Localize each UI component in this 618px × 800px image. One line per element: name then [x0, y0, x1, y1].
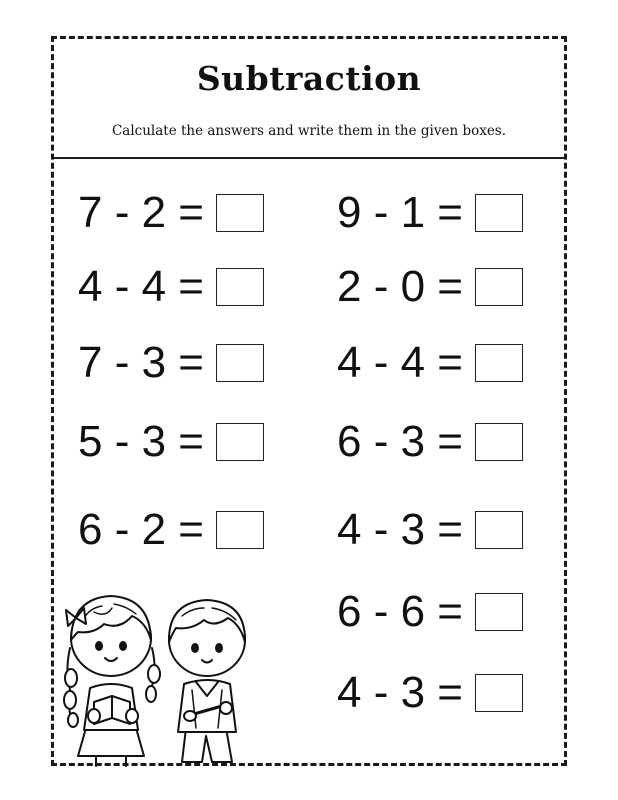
worksheet-header [54, 39, 564, 159]
problem-expression: 6 - 2 = [78, 505, 204, 554]
problem-right-5 [337, 505, 523, 555]
problem-expression: 6 - 3 = [337, 417, 463, 466]
problem-left-3 [78, 338, 264, 388]
answer-box[interactable] [216, 194, 264, 232]
problem-right-4 [337, 417, 523, 467]
problem-left-2 [78, 262, 264, 312]
problem-right-6 [337, 587, 523, 637]
problem-expression: 6 - 6 = [337, 587, 463, 636]
problem-left-1 [78, 188, 264, 238]
answer-box[interactable] [475, 423, 523, 461]
answer-box[interactable] [475, 593, 523, 631]
answer-box[interactable] [475, 674, 523, 712]
problem-expression: 4 - 4 = [78, 262, 204, 311]
problem-right-1 [337, 188, 523, 238]
problem-expression: 7 - 2 = [78, 188, 204, 237]
problem-expression: 2 - 0 = [337, 262, 463, 311]
problem-expression: 9 - 1 = [337, 188, 463, 237]
answer-box[interactable] [216, 511, 264, 549]
answer-box[interactable] [216, 423, 264, 461]
answer-box[interactable] [216, 268, 264, 306]
answer-box[interactable] [216, 344, 264, 382]
answer-box[interactable] [475, 194, 523, 232]
problem-expression: 4 - 3 = [337, 505, 463, 554]
worksheet-instructions: Calculate the answers and write them in the given boxes. [111, 123, 507, 139]
problem-expression: 5 - 3 = [78, 417, 204, 466]
answer-box[interactable] [475, 344, 523, 382]
problem-expression: 4 - 4 = [337, 338, 463, 387]
problem-right-7 [337, 668, 523, 718]
problem-right-3 [337, 338, 523, 388]
problem-left-4 [78, 417, 264, 467]
problem-left-5 [78, 505, 264, 555]
worksheet-title: Subtraction [196, 59, 422, 98]
problem-right-2 [337, 262, 523, 312]
problem-expression: 7 - 3 = [78, 338, 204, 387]
answer-box[interactable] [475, 268, 523, 306]
answer-box[interactable] [475, 511, 523, 549]
problem-expression: 4 - 3 = [337, 668, 463, 717]
children-reading-icon [54, 578, 266, 768]
